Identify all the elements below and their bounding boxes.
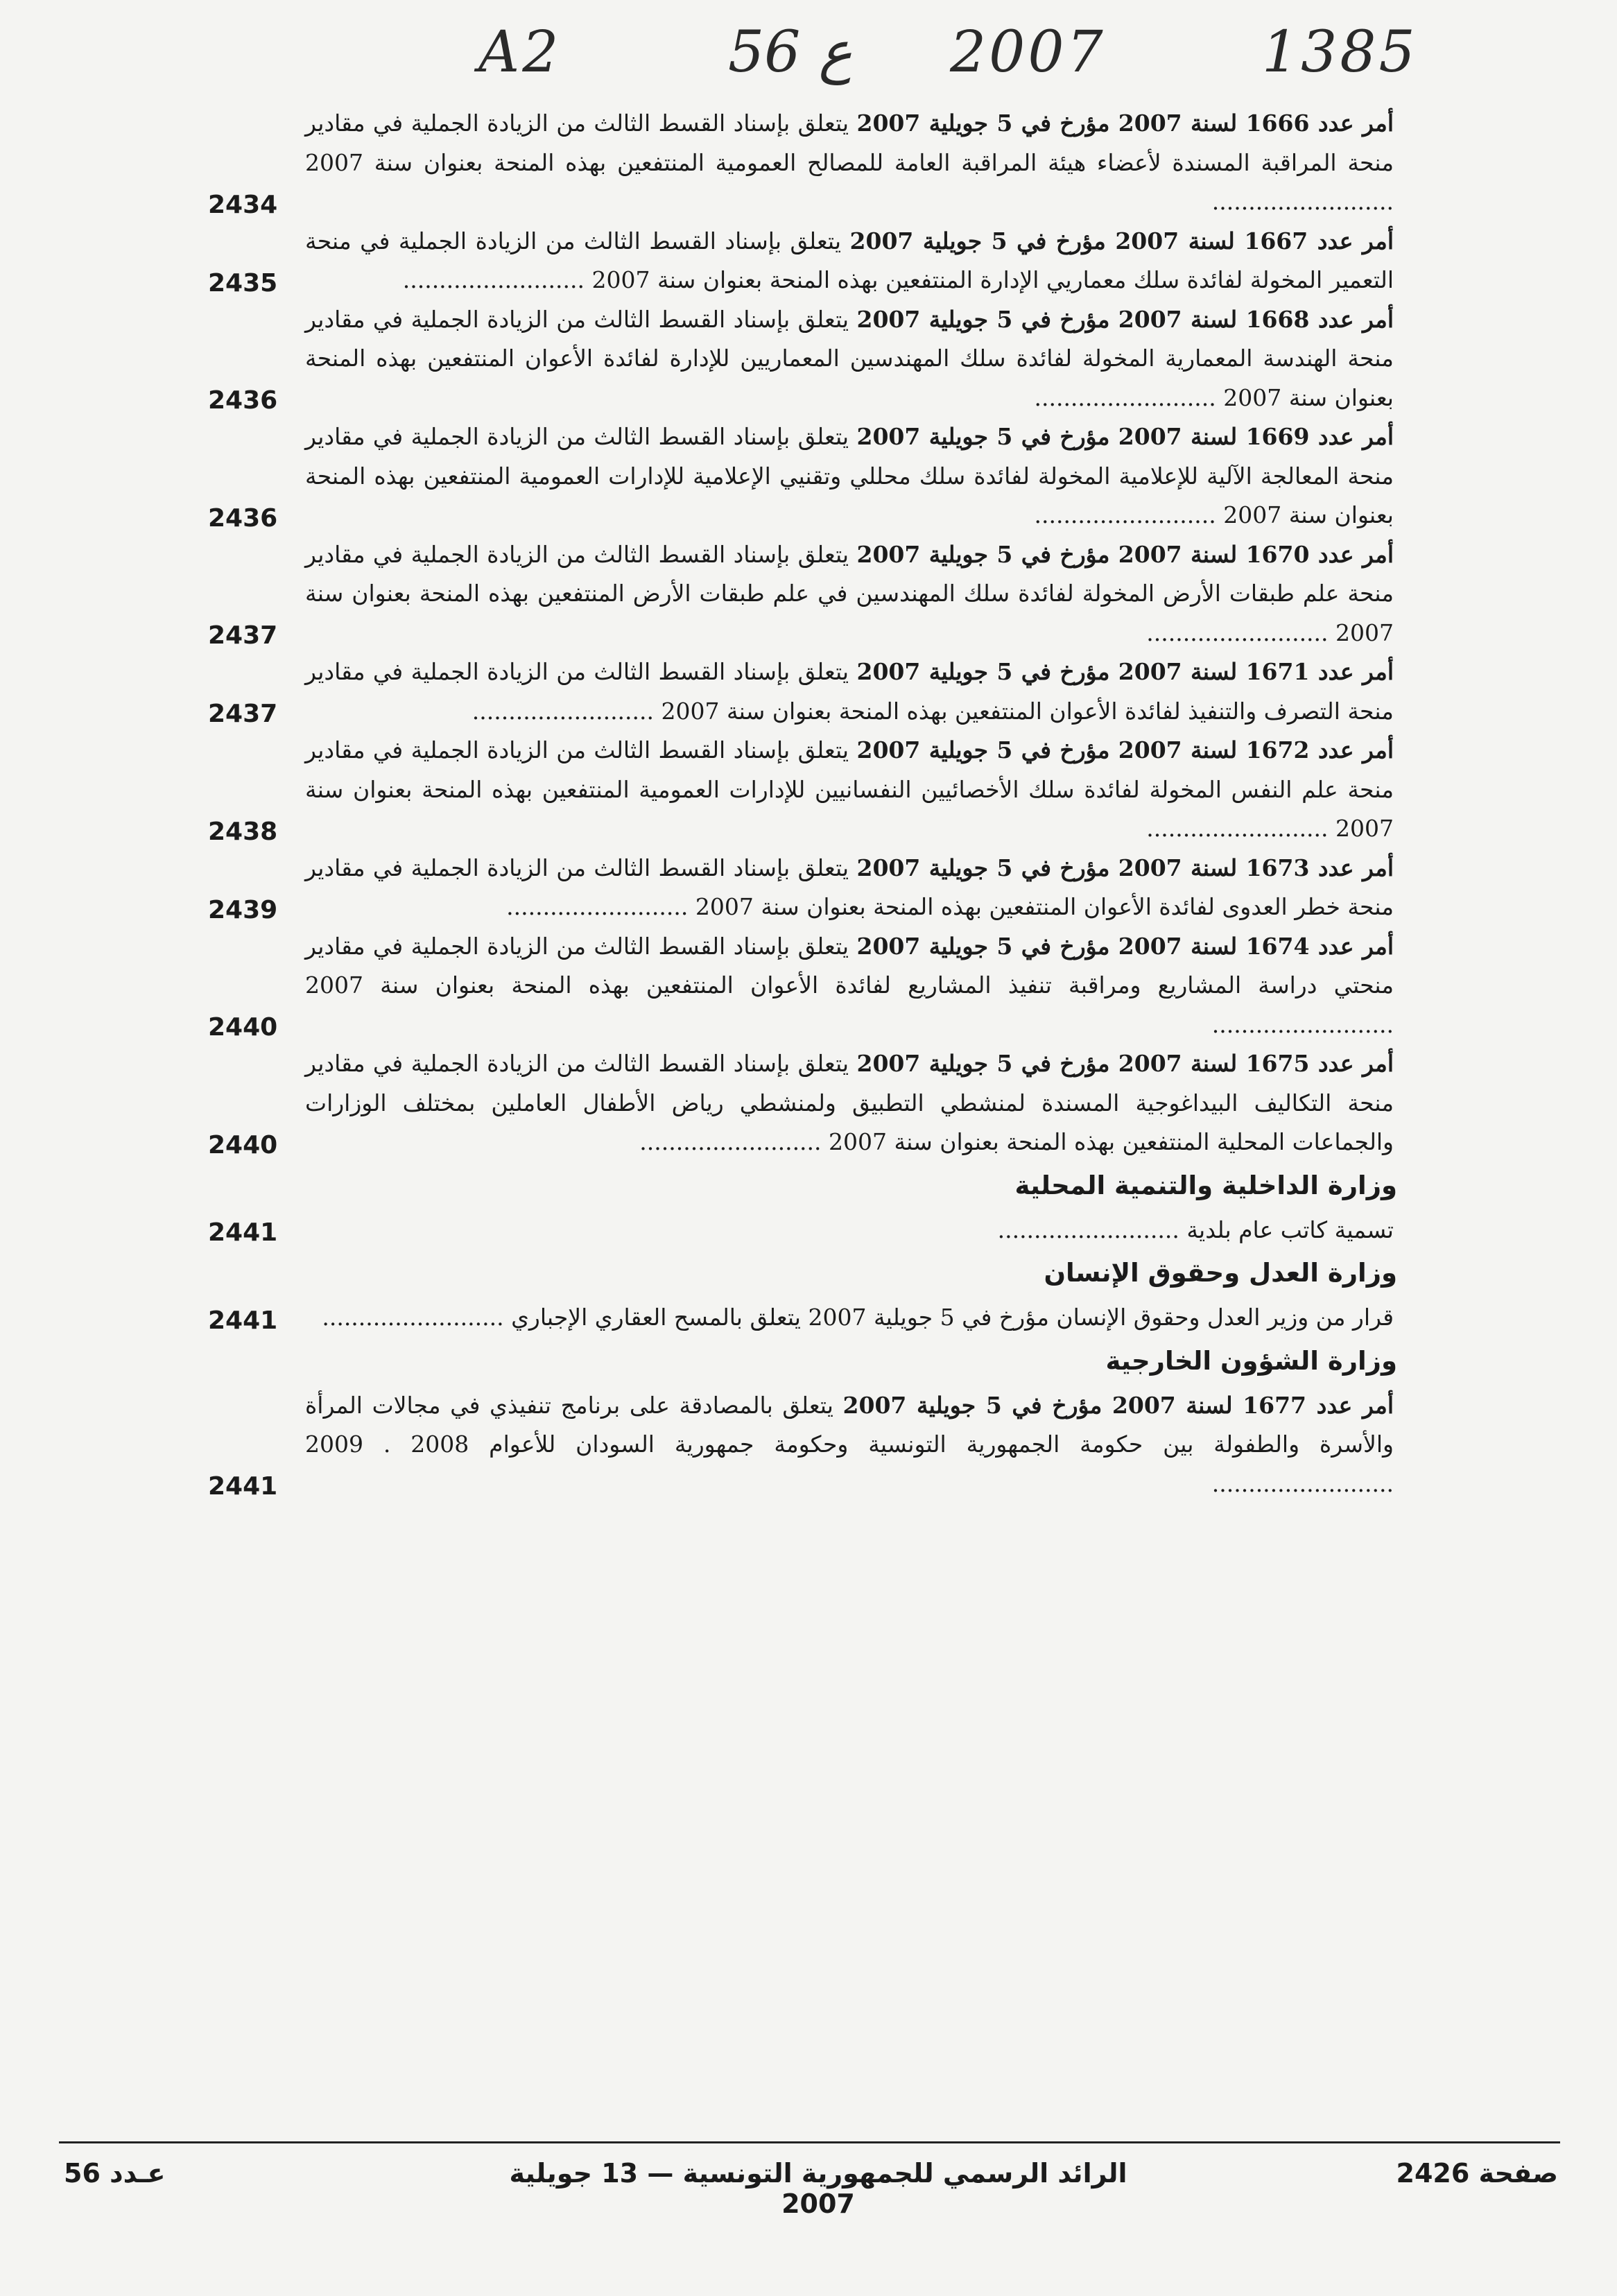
toc-page-number: 2440: [208, 1130, 278, 1159]
toc-entry[interactable]: [208, 849, 1394, 927]
toc-entry-text: [305, 222, 1394, 300]
toc-page-number: 2437: [208, 700, 278, 728]
decree-reference: أمر عدد 1674 لسنة 2007 مؤرخ في 5 جويلية 2007: [856, 932, 1394, 960]
decree-subject: يتعلق بإسناد القسط الثالث من الزيادة الجملية في مقادير منحة الهندسة المعمارية المخولة لفائدة سلك المهندسين المعماريين للإدارة لفائدة الأعوان المنتفعين بهذه المنحة بعنوان سنة 2007: [305, 305, 1394, 411]
decree-reference: أمر عدد 1668 لسنة 2007 مؤرخ في 5 جويلية 2007: [856, 305, 1394, 333]
issue-number: عـدد 56: [64, 2158, 166, 2189]
dot-leader: .........................: [402, 266, 592, 293]
toc-entry-text: [305, 417, 1394, 535]
decree-subject: تسمية كاتب عام بلدية: [1186, 1216, 1394, 1243]
toc-entry[interactable]: [208, 104, 1394, 222]
dot-leader: .........................: [1211, 1469, 1394, 1497]
handwritten-note: 1385: [1262, 19, 1418, 85]
decree-subject: يتعلق بإسناد القسط الثالث من الزيادة الجملية في مقادير منحة التكاليف البيداغوجية المسندة لمنشطي التطبيق ولمنشطي رياض الأطفال العاملين بمختلف الوزارات والجماعات المحلية المنتفعين بهذه المنحة بعنوان سنة 2007: [305, 1050, 1394, 1155]
decree-subject: يتعلق بإسناد القسط الثالث من الزيادة الجملية في مقادير منحة علم النفس المخولة لفائدة سلك الأخصائيين النفسانيين للإدارات العمومية المنتفعين بهذه المنحة بعنوان سنة 2007: [305, 736, 1394, 842]
decree-reference: أمر عدد 1672 لسنة 2007 مؤرخ في 5 جويلية 2007: [856, 736, 1394, 763]
toc-page-number: 2437: [208, 621, 278, 650]
decree-reference: أمر عدد 1675 لسنة 2007 مؤرخ في 5 جويلية 2007: [856, 1050, 1394, 1077]
toc-entry-text: [305, 300, 1394, 418]
decree-reference: أمر عدد 1667 لسنة 2007 مؤرخ في 5 جويلية 2007: [849, 227, 1394, 254]
decree-subject: يتعلق بإسناد القسط الثالث من الزيادة الجملية في مقادير منحتي دراسة المشاريع ومراقبة تنفيذ المشاريع لفائدة الأعوان المنتفعين بهذه المنحة بعنوان سنة 2007: [305, 932, 1394, 999]
toc-page-number: 2435: [208, 268, 278, 297]
toc-entry-text: [305, 849, 1394, 927]
decree-reference: أمر عدد 1673 لسنة 2007 مؤرخ في 5 جويلية 2007: [856, 854, 1394, 881]
toc-entry-text: [305, 535, 1394, 653]
toc-entry[interactable]: [208, 1386, 1394, 1504]
dot-leader: .........................: [1146, 619, 1336, 646]
dot-leader: .........................: [322, 1304, 512, 1331]
dot-leader: .........................: [1211, 188, 1394, 215]
toc-page-number: 2440: [208, 1013, 278, 1042]
decree-reference: أمر عدد 1669 لسنة 2007 مؤرخ في 5 جويلية 2007: [856, 423, 1394, 450]
ministry-heading: وزارة الشؤون الخارجية: [1105, 1345, 1397, 1376]
toc-entry[interactable]: [208, 535, 1394, 653]
toc-entry[interactable]: [208, 222, 1394, 300]
toc-entry[interactable]: [208, 300, 1394, 418]
toc-page-number: 2441: [208, 1306, 278, 1335]
handwritten-note: 2007: [950, 19, 1106, 85]
decree-subject: يتعلق بإسناد القسط الثالث من الزيادة الجملية في منحة التعمير المخولة لفائدة سلك معماريي الإدارة المنتفعين بهذه المنحة بعنوان سنة 2007: [305, 227, 1394, 293]
toc-page-number: 2441: [208, 1472, 278, 1501]
toc-entry[interactable]: [208, 731, 1394, 849]
toc-entry-text: [305, 1386, 1394, 1504]
toc-entry-text: [305, 1298, 1394, 1338]
toc-entry-text: [305, 1211, 1394, 1250]
dot-leader: .........................: [1034, 501, 1224, 528]
decree-subject: يتعلق بإسناد القسط الثالث من الزيادة الجملية في مقادير منحة المراقبة المسندة لأعضاء هيئة المراقبة العامة للمصالح العمومية المنتفعين بهذه المنحة بعنوان سنة 2007: [305, 110, 1394, 176]
decree-subject: يتعلق بالمصادقة على برنامج تنفيذي في مجالات المرأة والأسرة والطفولة بين حكومة الجمهورية التونسية وحكومة جمهورية السودان للأعوام 2008 . 2009: [305, 1391, 1394, 1458]
toc-page-number: 2439: [208, 895, 278, 924]
toc-entry[interactable]: [208, 927, 1394, 1045]
toc-entry-text: [305, 927, 1394, 1045]
dot-leader: .........................: [1211, 1010, 1394, 1038]
gazette-title: الرائد الرسمي للجمهورية التونسية — 13 جويلية 2007: [509, 2158, 1127, 2219]
toc-page-number: 2441: [208, 1218, 278, 1247]
toc-entry-text: [305, 731, 1394, 849]
footer-divider: [59, 2141, 1560, 2143]
ministry-heading: وزارة العدل وحقوق الإنسان: [1044, 1258, 1397, 1288]
dot-leader: .........................: [506, 893, 695, 920]
dot-leader: .........................: [639, 1128, 829, 1155]
dot-leader: .........................: [472, 697, 662, 725]
toc-page-number: 2436: [208, 503, 278, 533]
handwritten-note: 56 ع: [728, 19, 853, 85]
table-of-contents: [208, 104, 1397, 1503]
toc-page-number: 2434: [208, 190, 278, 219]
decree-subject: يتعلق بإسناد القسط الثالث من الزيادة الجملية في مقادير منحة علم طبقات الأرض المخولة لفائدة سلك المهندسين في علم طبقات الأرض المنتفعين بهذه المنحة بعنوان سنة 2007: [305, 540, 1394, 646]
toc-entry[interactable]: [208, 653, 1394, 731]
toc-entry-text: [305, 104, 1394, 222]
page-number: صفحة 2426: [1396, 2158, 1558, 2189]
decree-subject: يتعلق بإسناد القسط الثالث من الزيادة الجملية في مقادير منحة التصرف والتنفيذ لفائدة الأعوان المنتفعين بهذه المنحة بعنوان سنة 2007: [305, 658, 1394, 725]
dot-leader: .........................: [997, 1216, 1187, 1243]
ministry-heading: وزارة الداخلية والتنمية المحلية: [1014, 1170, 1397, 1200]
toc-entry[interactable]: [208, 417, 1394, 535]
decree-reference: أمر عدد 1666 لسنة 2007 مؤرخ في 5 جويلية 2007: [856, 110, 1394, 137]
toc-entry[interactable]: [208, 1044, 1394, 1162]
decree-reference: أمر عدد 1677 لسنة 2007 مؤرخ في 5 جويلية 2007: [842, 1391, 1394, 1419]
decree-subject: يتعلق بإسناد القسط الثالث من الزيادة الجملية في مقادير منحة المعالجة الآلية للإعلامية المخولة لفائدة سلك محللي وتقنيي الإعلامية للإدارات العمومية المنتفعين بهذه المنحة بعنوان سنة 2007: [305, 423, 1394, 528]
decree-reference: أمر عدد 1670 لسنة 2007 مؤرخ في 5 جويلية 2007: [856, 540, 1394, 568]
toc-entry-text: [305, 1044, 1394, 1162]
decree-subject: يتعلق بإسناد القسط الثالث من الزيادة الجملية في مقادير منحة خطر العدوى لفائدة الأعوان المنتفعين بهذه المنحة بعنوان سنة 2007: [305, 854, 1394, 920]
handwritten-note: A2: [478, 19, 562, 85]
toc-entry[interactable]: [208, 1298, 1394, 1338]
decree-reference: أمر عدد 1671 لسنة 2007 مؤرخ في 5 جويلية 2007: [856, 658, 1394, 685]
toc-page-number: 2438: [208, 817, 278, 846]
decree-subject: قرار من وزير العدل وحقوق الإنسان مؤرخ في 5 جويلية 2007 يتعلق بالمسح العقاري الإجباري: [511, 1304, 1394, 1331]
dot-leader: .........................: [1146, 815, 1336, 842]
toc-entry[interactable]: [208, 1211, 1394, 1250]
toc-page-number: 2436: [208, 386, 278, 415]
toc-entry-text: [305, 653, 1394, 731]
dot-leader: .........................: [1034, 383, 1224, 411]
